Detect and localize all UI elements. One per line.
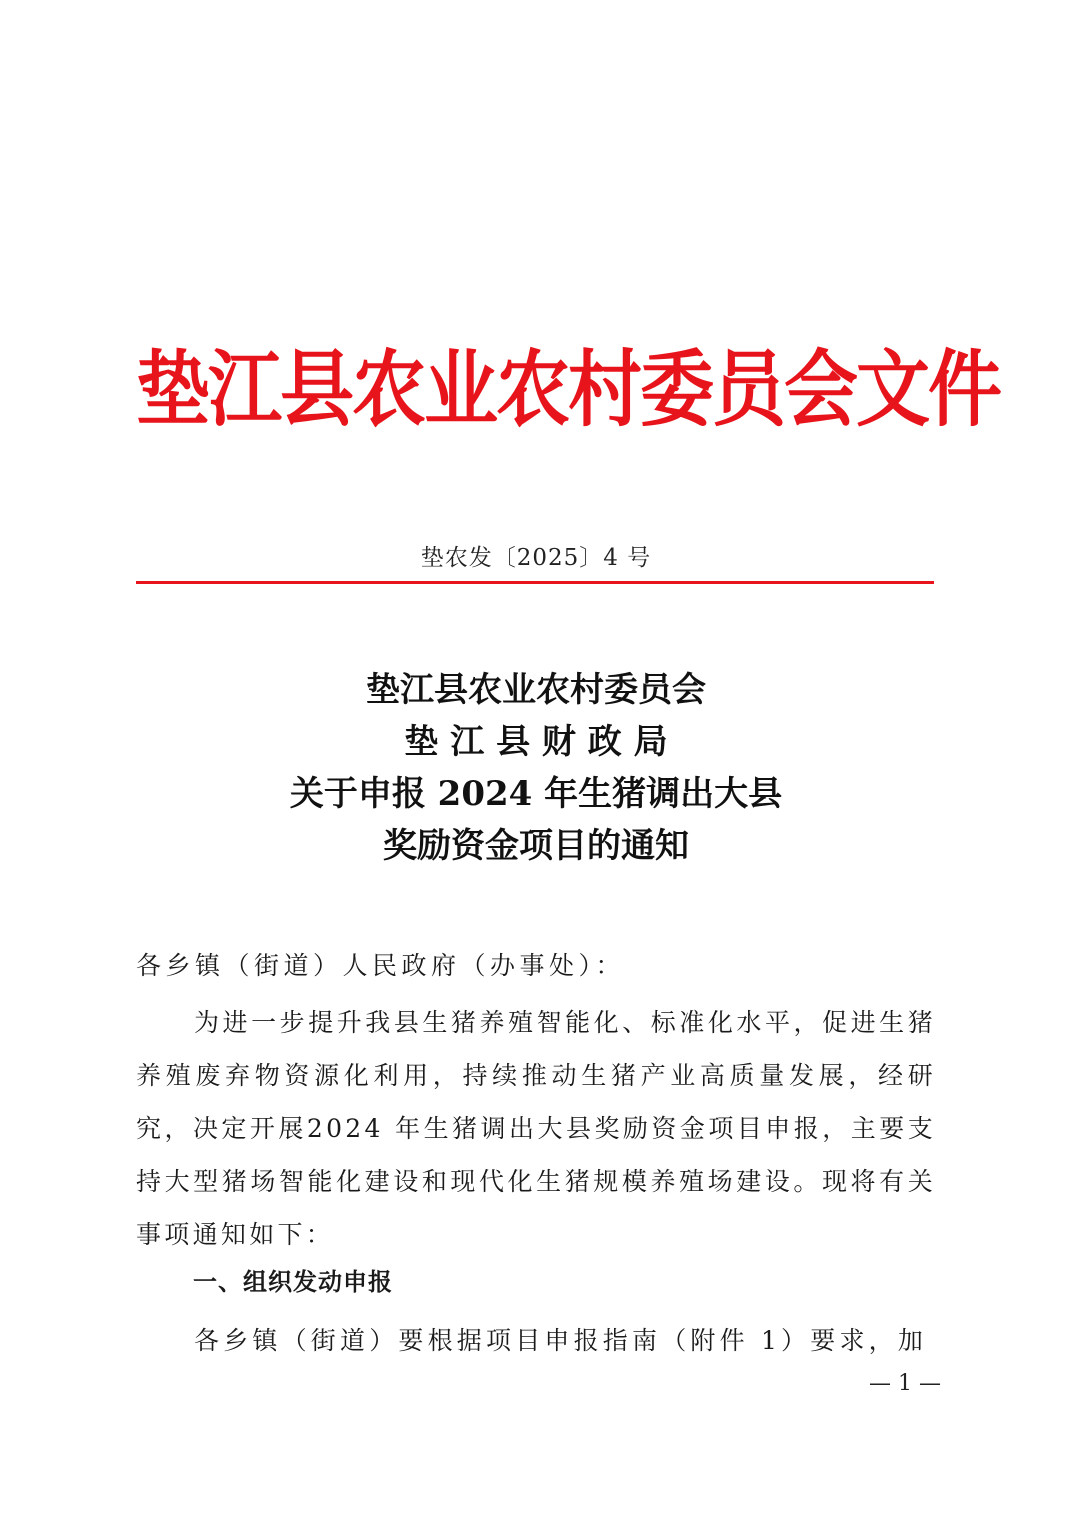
document-title — [136, 664, 936, 872]
title-line-4: 奖励资金项目的通知 — [383, 826, 689, 866]
page-number: — 1 — — [869, 1371, 941, 1396]
document-banner: 垫江县农业农村委员会文件 — [136, 341, 1000, 439]
salutation: 各乡镇（街道）人民政府（办事处）： — [136, 951, 626, 980]
section-heading-1: 一、组织发动申报 — [193, 1268, 393, 1296]
title-line-2: 垫 江 县 财 政 局 — [404, 722, 668, 762]
title-line-3: 关于申报 2024 年生猪调出大县 — [289, 774, 783, 814]
body-paragraph-2: 各乡镇（街道）要根据项目申报指南（附件 1）要求，加 — [194, 1326, 928, 1355]
title-line-1: 垫江县农业农村委员会 — [366, 670, 706, 710]
document-number: 垫农发〔2025〕4 号 — [420, 545, 652, 571]
body-paragraph-1: 为进一步提升我县生猪养殖智能化、标准化水平，促进生猪养殖废弃物资源化利用，持续推动生猪产业高质量发展，经研究，决定开展2024 年生猪调出大县奖励资金项目申报，主要支持大型猪场智能化建设和现代化生猪规模养殖场建设。现将有关事项通知如下： — [136, 1008, 936, 1249]
red-divider-rule — [136, 581, 934, 584]
